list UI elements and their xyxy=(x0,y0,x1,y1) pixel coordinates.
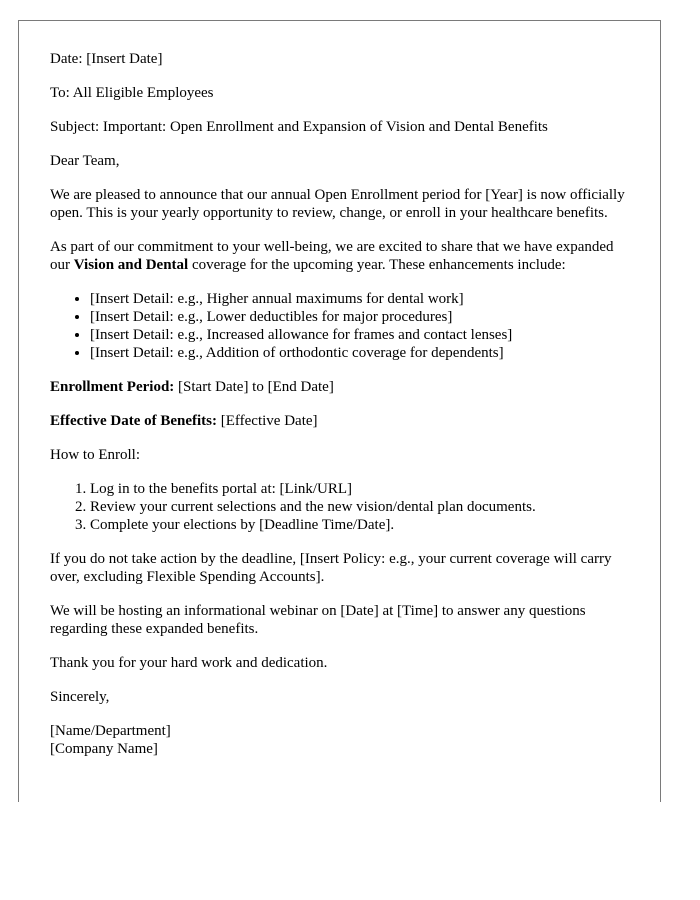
effective-date-value: [Effective Date] xyxy=(217,413,318,429)
signature-company: [Company Name] xyxy=(50,741,158,757)
list-item: • [Insert Detail: e.g., Lower deductibles for major procedures] xyxy=(90,308,630,326)
signoff: Sincerely, xyxy=(50,689,110,705)
list-item: 2. Review your current selections and the new vision/dental plan documents. xyxy=(90,498,630,516)
commitment-paragraph xyxy=(50,238,630,274)
enrollment-period xyxy=(50,378,630,396)
effective-date xyxy=(50,412,630,430)
commitment-bold-text: Vision and Dental xyxy=(73,257,189,273)
greeting: Dear Team, xyxy=(50,153,120,169)
webinar-paragraph: We will be hosting an informational webinar on [Date] at [Time] to answer any questions regarding these expanded benefits. xyxy=(50,603,586,637)
how-to-enroll-heading: How to Enroll: xyxy=(50,447,140,463)
enroll-steps-list xyxy=(50,480,630,534)
deadline-paragraph: If you do not take action by the deadline, [Insert Policy: e.g., your current coverage will carry over, excluding Flexible Spending Accounts]. xyxy=(50,551,612,585)
enrollment-period-value: [Start Date] to [End Date] xyxy=(174,379,334,395)
recipient-line: To: All Eligible Employees xyxy=(50,85,214,101)
enhancements-list xyxy=(50,290,630,362)
list-item: 1. Log in to the benefits portal at: [Link/URL] xyxy=(90,480,630,498)
list-item: 3. Complete your elections by [Deadline Time/Date]. xyxy=(90,516,630,534)
intro-paragraph: We are pleased to announce that our annual Open Enrollment period for [Year] is now officially open. This is your yearly opportunity to review, change, or enroll in your healthcare benefits. xyxy=(50,187,625,221)
list-item: • [Insert Detail: e.g., Addition of orthodontic coverage for dependents] xyxy=(90,344,630,362)
commitment-text-after: coverage for the upcoming year. These enhancements include: xyxy=(188,257,566,273)
thanks-line: Thank you for your hard work and dedication. xyxy=(50,655,328,671)
signature-name: [Name/Department] xyxy=(50,723,171,739)
list-item: • [Insert Detail: e.g., Higher annual maximums for dental work] xyxy=(90,290,630,308)
effective-date-label: Effective Date of Benefits: xyxy=(50,413,218,429)
subject-line: Subject: Important: Open Enrollment and Expansion of Vision and Dental Benefits xyxy=(50,119,548,135)
list-item: • [Insert Detail: e.g., Increased allowance for frames and contact lenses] xyxy=(90,326,630,344)
enrollment-period-label: Enrollment Period: xyxy=(50,379,175,395)
date-line: Date: [Insert Date] xyxy=(50,51,163,67)
commitment-text-before: As part of our commitment to your well-being, we are excited to share that we have expanded our xyxy=(50,239,614,273)
letter-page xyxy=(18,20,661,802)
